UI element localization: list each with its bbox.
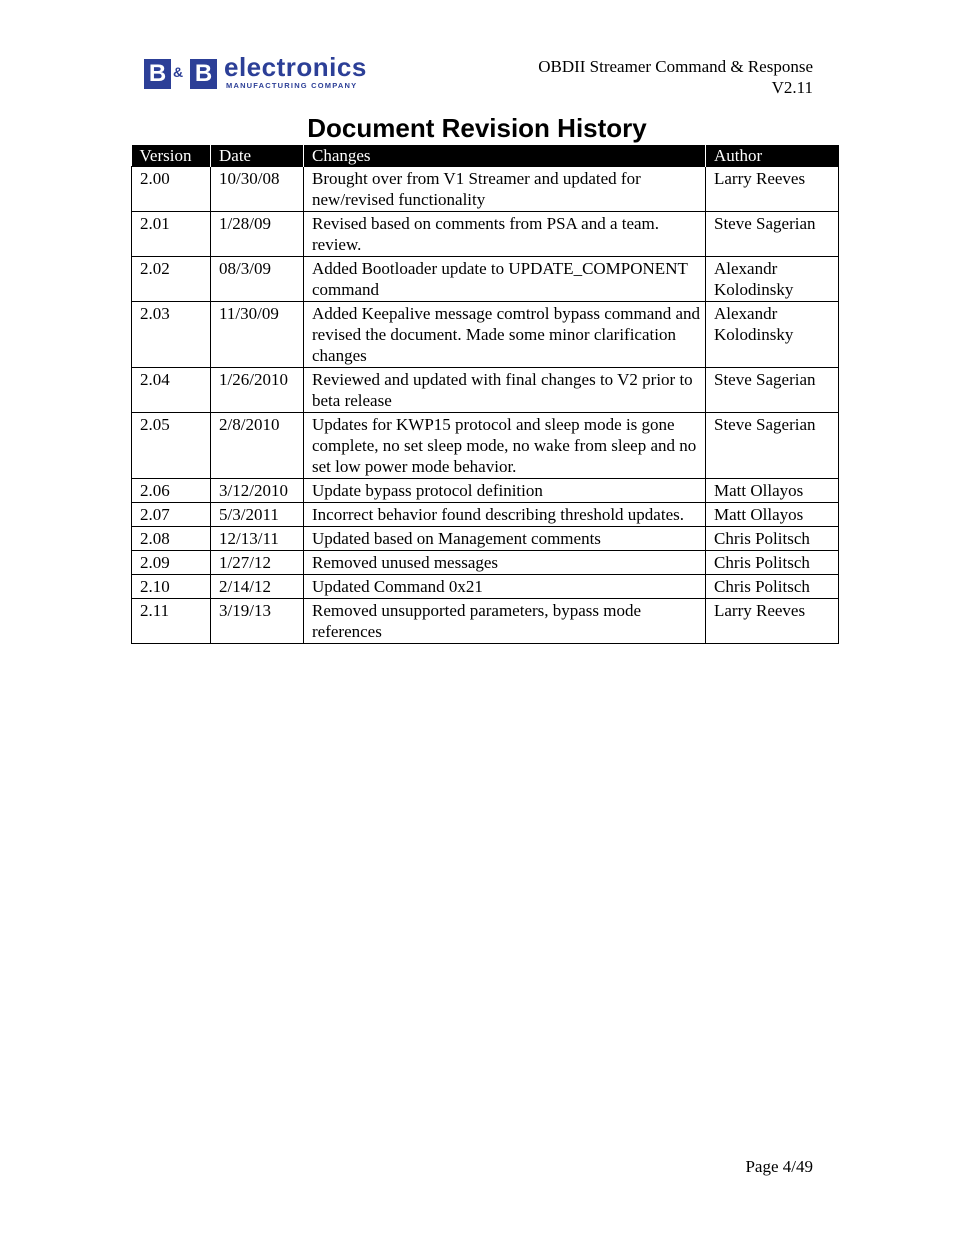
table-row <box>132 503 839 527</box>
cell-author: Matt Ollayos <box>706 503 839 527</box>
cell-changes: Updates for KWP15 protocol and sleep mode is gone complete, no set sleep mode, no wake from sleep and no set low power mode behavior. <box>304 413 706 479</box>
cell-date: 12/13/11 <box>211 527 304 551</box>
logo-letter-right: B <box>190 59 217 89</box>
cell-changes: Update bypass protocol definition <box>304 479 706 503</box>
cell-version: 2.10 <box>132 575 211 599</box>
cell-author: Larry Reeves <box>706 167 839 212</box>
cell-author: Chris Politsch <box>706 575 839 599</box>
column-header-version: Version <box>132 145 211 167</box>
cell-date: 1/27/12 <box>211 551 304 575</box>
cell-version: 2.00 <box>132 167 211 212</box>
cell-author: Alexandr Kolodinsky <box>706 257 839 302</box>
table-row <box>132 527 839 551</box>
cell-author: Steve Sagerian <box>706 413 839 479</box>
header-version: V2.11 <box>771 78 813 97</box>
column-header-changes: Changes <box>304 145 706 167</box>
cell-changes: Reviewed and updated with final changes to V2 prior to beta release <box>304 368 706 413</box>
cell-changes: Removed unsupported parameters, bypass mode references <box>304 599 706 644</box>
cell-author: Chris Politsch <box>706 527 839 551</box>
cell-author: Steve Sagerian <box>706 368 839 413</box>
logo-letter-left: B <box>144 59 171 89</box>
cell-date: 2/14/12 <box>211 575 304 599</box>
cell-date: 1/28/09 <box>211 212 304 257</box>
table-row <box>132 575 839 599</box>
table-row <box>132 368 839 413</box>
table-body <box>132 167 839 644</box>
cell-author: Matt Ollayos <box>706 479 839 503</box>
cell-date: 3/12/2010 <box>211 479 304 503</box>
logo-ampersand: & <box>173 64 184 80</box>
table-row <box>132 212 839 257</box>
cell-changes: Incorrect behavior found describing threshold updates. <box>304 503 706 527</box>
cell-date: 1/26/2010 <box>211 368 304 413</box>
table-row <box>132 167 839 212</box>
cell-version: 2.02 <box>132 257 211 302</box>
company-logo <box>144 52 390 92</box>
cell-date: 10/30/08 <box>211 167 304 212</box>
cell-changes: Brought over from V1 Streamer and updated for new/revised functionality <box>304 167 706 212</box>
header-doc-title: OBDII Streamer Command & Response <box>538 57 813 76</box>
table-header-row <box>132 145 839 167</box>
page-number: Page 4/49 <box>745 1157 813 1176</box>
logo-tagline: MANUFACTURING COMPANY <box>226 81 358 90</box>
cell-date: 3/19/13 <box>211 599 304 644</box>
logo-wordmark: electronics <box>224 52 367 82</box>
cell-version: 2.05 <box>132 413 211 479</box>
cell-author: Larry Reeves <box>706 599 839 644</box>
running-header <box>538 56 813 98</box>
cell-version: 2.08 <box>132 527 211 551</box>
cell-version: 2.09 <box>132 551 211 575</box>
cell-changes: Revised based on comments from PSA and a team. review. <box>304 212 706 257</box>
cell-author: Steve Sagerian <box>706 212 839 257</box>
cell-changes: Removed unused messages <box>304 551 706 575</box>
cell-author: Chris Politsch <box>706 551 839 575</box>
cell-version: 2.04 <box>132 368 211 413</box>
cell-changes: Added Bootloader update to UPDATE_COMPONENT command <box>304 257 706 302</box>
page-title: Document Revision History <box>307 113 647 143</box>
revision-history-table <box>131 145 839 644</box>
cell-changes: Updated based on Management comments <box>304 527 706 551</box>
cell-changes: Updated Command 0x21 <box>304 575 706 599</box>
cell-date: 08/3/09 <box>211 257 304 302</box>
table-row <box>132 257 839 302</box>
table-row <box>132 413 839 479</box>
table-row <box>132 551 839 575</box>
column-header-author: Author <box>706 145 839 167</box>
cell-version: 2.03 <box>132 302 211 368</box>
cell-date: 5/3/2011 <box>211 503 304 527</box>
cell-author: Alexandr Kolodinsky <box>706 302 839 368</box>
table-row <box>132 302 839 368</box>
cell-version: 2.06 <box>132 479 211 503</box>
cell-version: 2.07 <box>132 503 211 527</box>
cell-date: 2/8/2010 <box>211 413 304 479</box>
table-row <box>132 479 839 503</box>
cell-version: 2.01 <box>132 212 211 257</box>
column-header-date: Date <box>211 145 304 167</box>
cell-version: 2.11 <box>132 599 211 644</box>
cell-date: 11/30/09 <box>211 302 304 368</box>
table-row <box>132 599 839 644</box>
cell-changes: Added Keepalive message comtrol bypass command and revised the document. Made some minor clarification changes <box>304 302 706 368</box>
